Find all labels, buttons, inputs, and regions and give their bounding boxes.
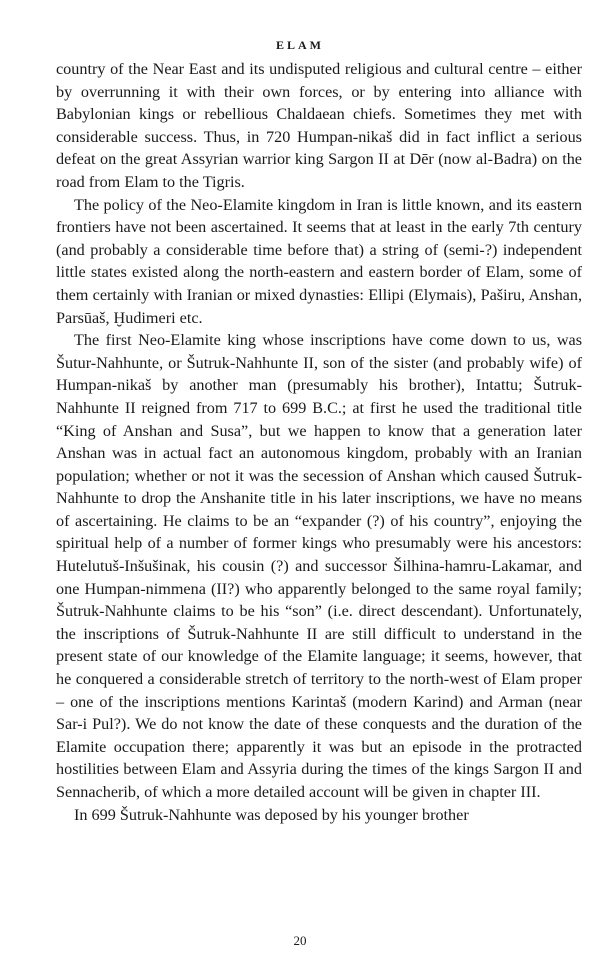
page-number: 20 xyxy=(293,933,307,948)
running-head: ELAM xyxy=(276,38,324,52)
paragraph-4: In 699 Šutruk-Nahhunte was deposed by his younger brother xyxy=(74,805,469,824)
paragraph-1: country of the Near East and its undisputed religious and cultural centre – either by overrunning it with their own forces, or by entering into alliance with Babylonian kings or rebellious Chaldaean chiefs. Sometimes they met with considerable success. Thus, in 720 Humpan-nikaš did in fact inflict a serious defeat on the great Assyrian warrior king Sargon II at Dēr (now al-Badra) on the road from Elam to the Tigris. xyxy=(56,60,582,191)
body-text xyxy=(56,58,582,826)
paragraph-3: The first Neo-Elamite king whose inscriptions have come down to us, was Šutur-Nahhunte, or Šutruk-Nahhunte II, son of the sister (and probably wife) of Humpan-nikaš by another man (presumably his brother), Intattu; Šutruk-Nahhunte II reigned from 717 to 699 B.C.; at first he used the traditional title “King of Anshan and Susa”, but we happen to know that a generation later Anshan was in actual fact an autonomous kingdom, probably with an Iranian population; whether or not it was the secession of Anshan which caused Šutruk-Nahhunte to drop the Anshanite title in his later inscriptions, we have no means of ascertaining. He claims to be an “expander (?) of his country”, enjoying the spiritual help of a number of former kings who presumably were his ancestors: Hutelutuš-Inšušinak, his cousin (?) and successor Šilhina-hamru-Lakamar, and one Humpan-nimmena (II?) who apparently belonged to the same royal family; Šutruk-Nahhunte claims to be his “son” (i.e. direct descendant). Unfortunately, the inscriptions of Šutruk-Nahhunte II are still difficult to understand in the present state of our knowledge of the Elamite language; it seems, however, that he conquered a considerable stretch of territory to the north-west of Elam proper – one of the inscriptions mentions Karintaš (modern Karind) and Arman (near Sar-i Pul?). We do not know the date of these conquests and the duration of the Elamite occupation there; apparently it was but an episode in the protracted hostilities between Elam and Assyria during the times of the kings Sargon II and Sennacherib, of which a more detailed account will be given in chapter III. xyxy=(56,331,582,801)
paragraph-2: The policy of the Neo-Elamite kingdom in Iran is little known, and its eastern frontiers have not been ascertained. It seems that at least in the early 7th century (and probably a considerable time before that) a string of (semi-?) independent little states existed along the north-eastern and eastern border of Elam, some of them certainly with Iranian or mixed dynasties: Ellipi (Elymais), Paširu, Anshan, Parsūaš, Ḫudimeri etc. xyxy=(56,195,582,327)
